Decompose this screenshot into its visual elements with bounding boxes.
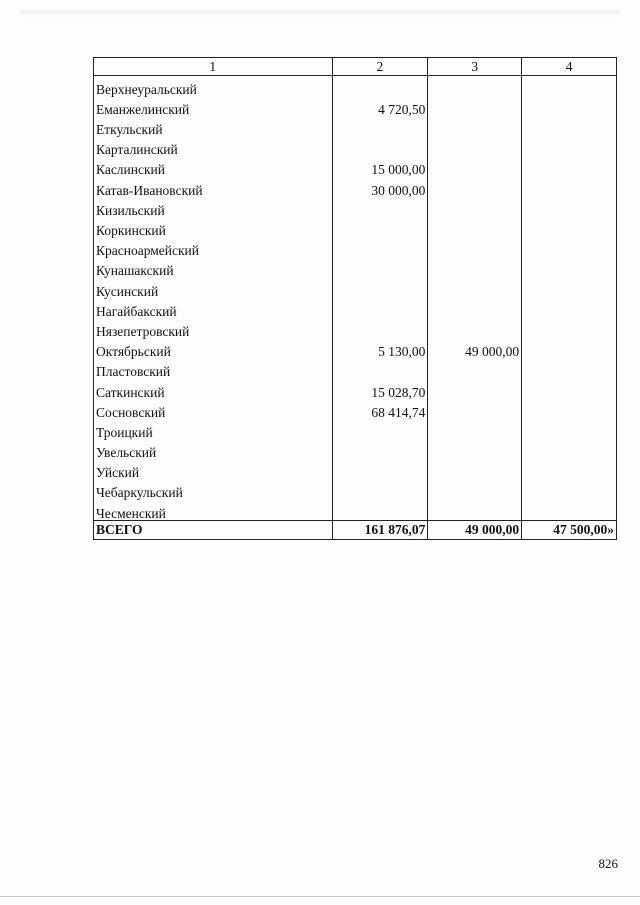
table-row [94,177,617,197]
value-col-3: 49 000,00 [428,338,522,358]
header-col-1: 1 [94,58,333,76]
table-row [94,480,617,500]
district-name: Чесменский [94,500,333,521]
value-col-2: 15 028,70 [332,379,428,399]
value-col-4 [522,217,617,237]
district-name: Кизильский [94,197,333,217]
district-name: Красноармейский [94,238,333,258]
total-col-3: 49 000,00 [428,521,522,540]
value-col-4 [522,439,617,459]
district-name: Пластовский [94,359,333,379]
value-col-4 [522,258,617,278]
value-col-2 [332,238,428,258]
value-col-4 [522,298,617,318]
table-row [94,419,617,439]
district-name: Троицкий [94,419,333,439]
table-row [94,399,617,419]
value-col-2: 5 130,00 [332,338,428,358]
budget-table [93,57,617,540]
header-col-3: 3 [428,58,522,76]
value-col-4 [522,318,617,338]
district-name: Катав-Ивановский [94,177,333,197]
value-col-2 [332,137,428,157]
table-row [94,116,617,136]
table-row [94,157,617,177]
district-name: Увельский [94,439,333,459]
value-col-2 [332,460,428,480]
total-col-4: 47 500,00» [522,521,617,540]
value-col-3 [428,217,522,237]
value-col-3 [428,460,522,480]
table-row [94,318,617,338]
value-col-4 [522,157,617,177]
district-name: Сосновский [94,399,333,419]
value-col-3 [428,177,522,197]
table-row [94,258,617,278]
value-col-4 [522,76,617,97]
value-col-3 [428,238,522,258]
district-name: Еткульский [94,116,333,136]
value-col-2: 4 720,50 [332,96,428,116]
table-row [94,298,617,318]
value-col-2: 30 000,00 [332,177,428,197]
value-col-4 [522,96,617,116]
value-col-3 [428,197,522,217]
table-row [94,278,617,298]
value-col-2 [332,258,428,278]
district-name: Саткинский [94,379,333,399]
value-col-3 [428,96,522,116]
value-col-2 [332,116,428,136]
table-row [94,460,617,480]
value-col-3 [428,359,522,379]
value-col-4 [522,338,617,358]
table-row [94,359,617,379]
value-col-4 [522,137,617,157]
value-col-4 [522,399,617,419]
value-col-4 [522,460,617,480]
value-col-4 [522,197,617,217]
value-col-4 [522,500,617,521]
table-row [94,197,617,217]
value-col-2 [332,500,428,521]
district-name: Нязепетровский [94,318,333,338]
header-col-2: 2 [332,58,428,76]
total-row [94,521,617,540]
district-name: Кунашакский [94,258,333,278]
page-number: 826 [598,856,618,871]
value-col-4 [522,278,617,298]
district-name: Уйский [94,460,333,480]
table-row [94,217,617,237]
table-body [94,76,617,521]
table-row [94,137,617,157]
value-col-3 [428,419,522,439]
value-col-4 [522,359,617,379]
value-col-3 [428,258,522,278]
value-col-4 [522,379,617,399]
value-col-3 [428,399,522,419]
value-col-3 [428,318,522,338]
value-col-3 [428,480,522,500]
table-row [94,439,617,459]
value-col-2 [332,197,428,217]
value-col-2 [332,278,428,298]
value-col-3 [428,439,522,459]
value-col-3 [428,157,522,177]
value-col-4 [522,238,617,258]
district-name: Верхнеуральский [94,76,333,97]
value-col-2 [332,359,428,379]
value-col-4 [522,480,617,500]
district-name: Кусинский [94,278,333,298]
district-name: Карталинский [94,137,333,157]
header-col-4: 4 [522,58,617,76]
district-name: Чебаркульский [94,480,333,500]
district-name: Коркинский [94,217,333,237]
value-col-2 [332,439,428,459]
scan-edge-line [0,896,640,897]
value-col-3 [428,298,522,318]
total-col-2: 161 876,07 [332,521,428,540]
scan-edge-shadow [20,10,620,18]
value-col-2 [332,76,428,97]
table-row [94,379,617,399]
value-col-3 [428,500,522,521]
value-col-2: 68 414,74 [332,399,428,419]
value-col-3 [428,116,522,136]
value-col-4 [522,177,617,197]
table-row [94,96,617,116]
value-col-2 [332,217,428,237]
value-col-3 [428,278,522,298]
total-label: ВСЕГО [94,521,333,540]
table-row [94,338,617,358]
table-header-row [94,58,617,76]
value-col-2: 15 000,00 [332,157,428,177]
value-col-3 [428,76,522,97]
table-row [94,76,617,97]
table-row [94,238,617,258]
value-col-3 [428,379,522,399]
table-row [94,500,617,521]
value-col-4 [522,116,617,136]
district-name: Нагайбакский [94,298,333,318]
value-col-2 [332,318,428,338]
district-name: Октябрьский [94,338,333,358]
district-name: Каслинский [94,157,333,177]
value-col-4 [522,419,617,439]
value-col-3 [428,137,522,157]
district-name: Еманжелинский [94,96,333,116]
value-col-2 [332,480,428,500]
value-col-2 [332,298,428,318]
value-col-2 [332,419,428,439]
